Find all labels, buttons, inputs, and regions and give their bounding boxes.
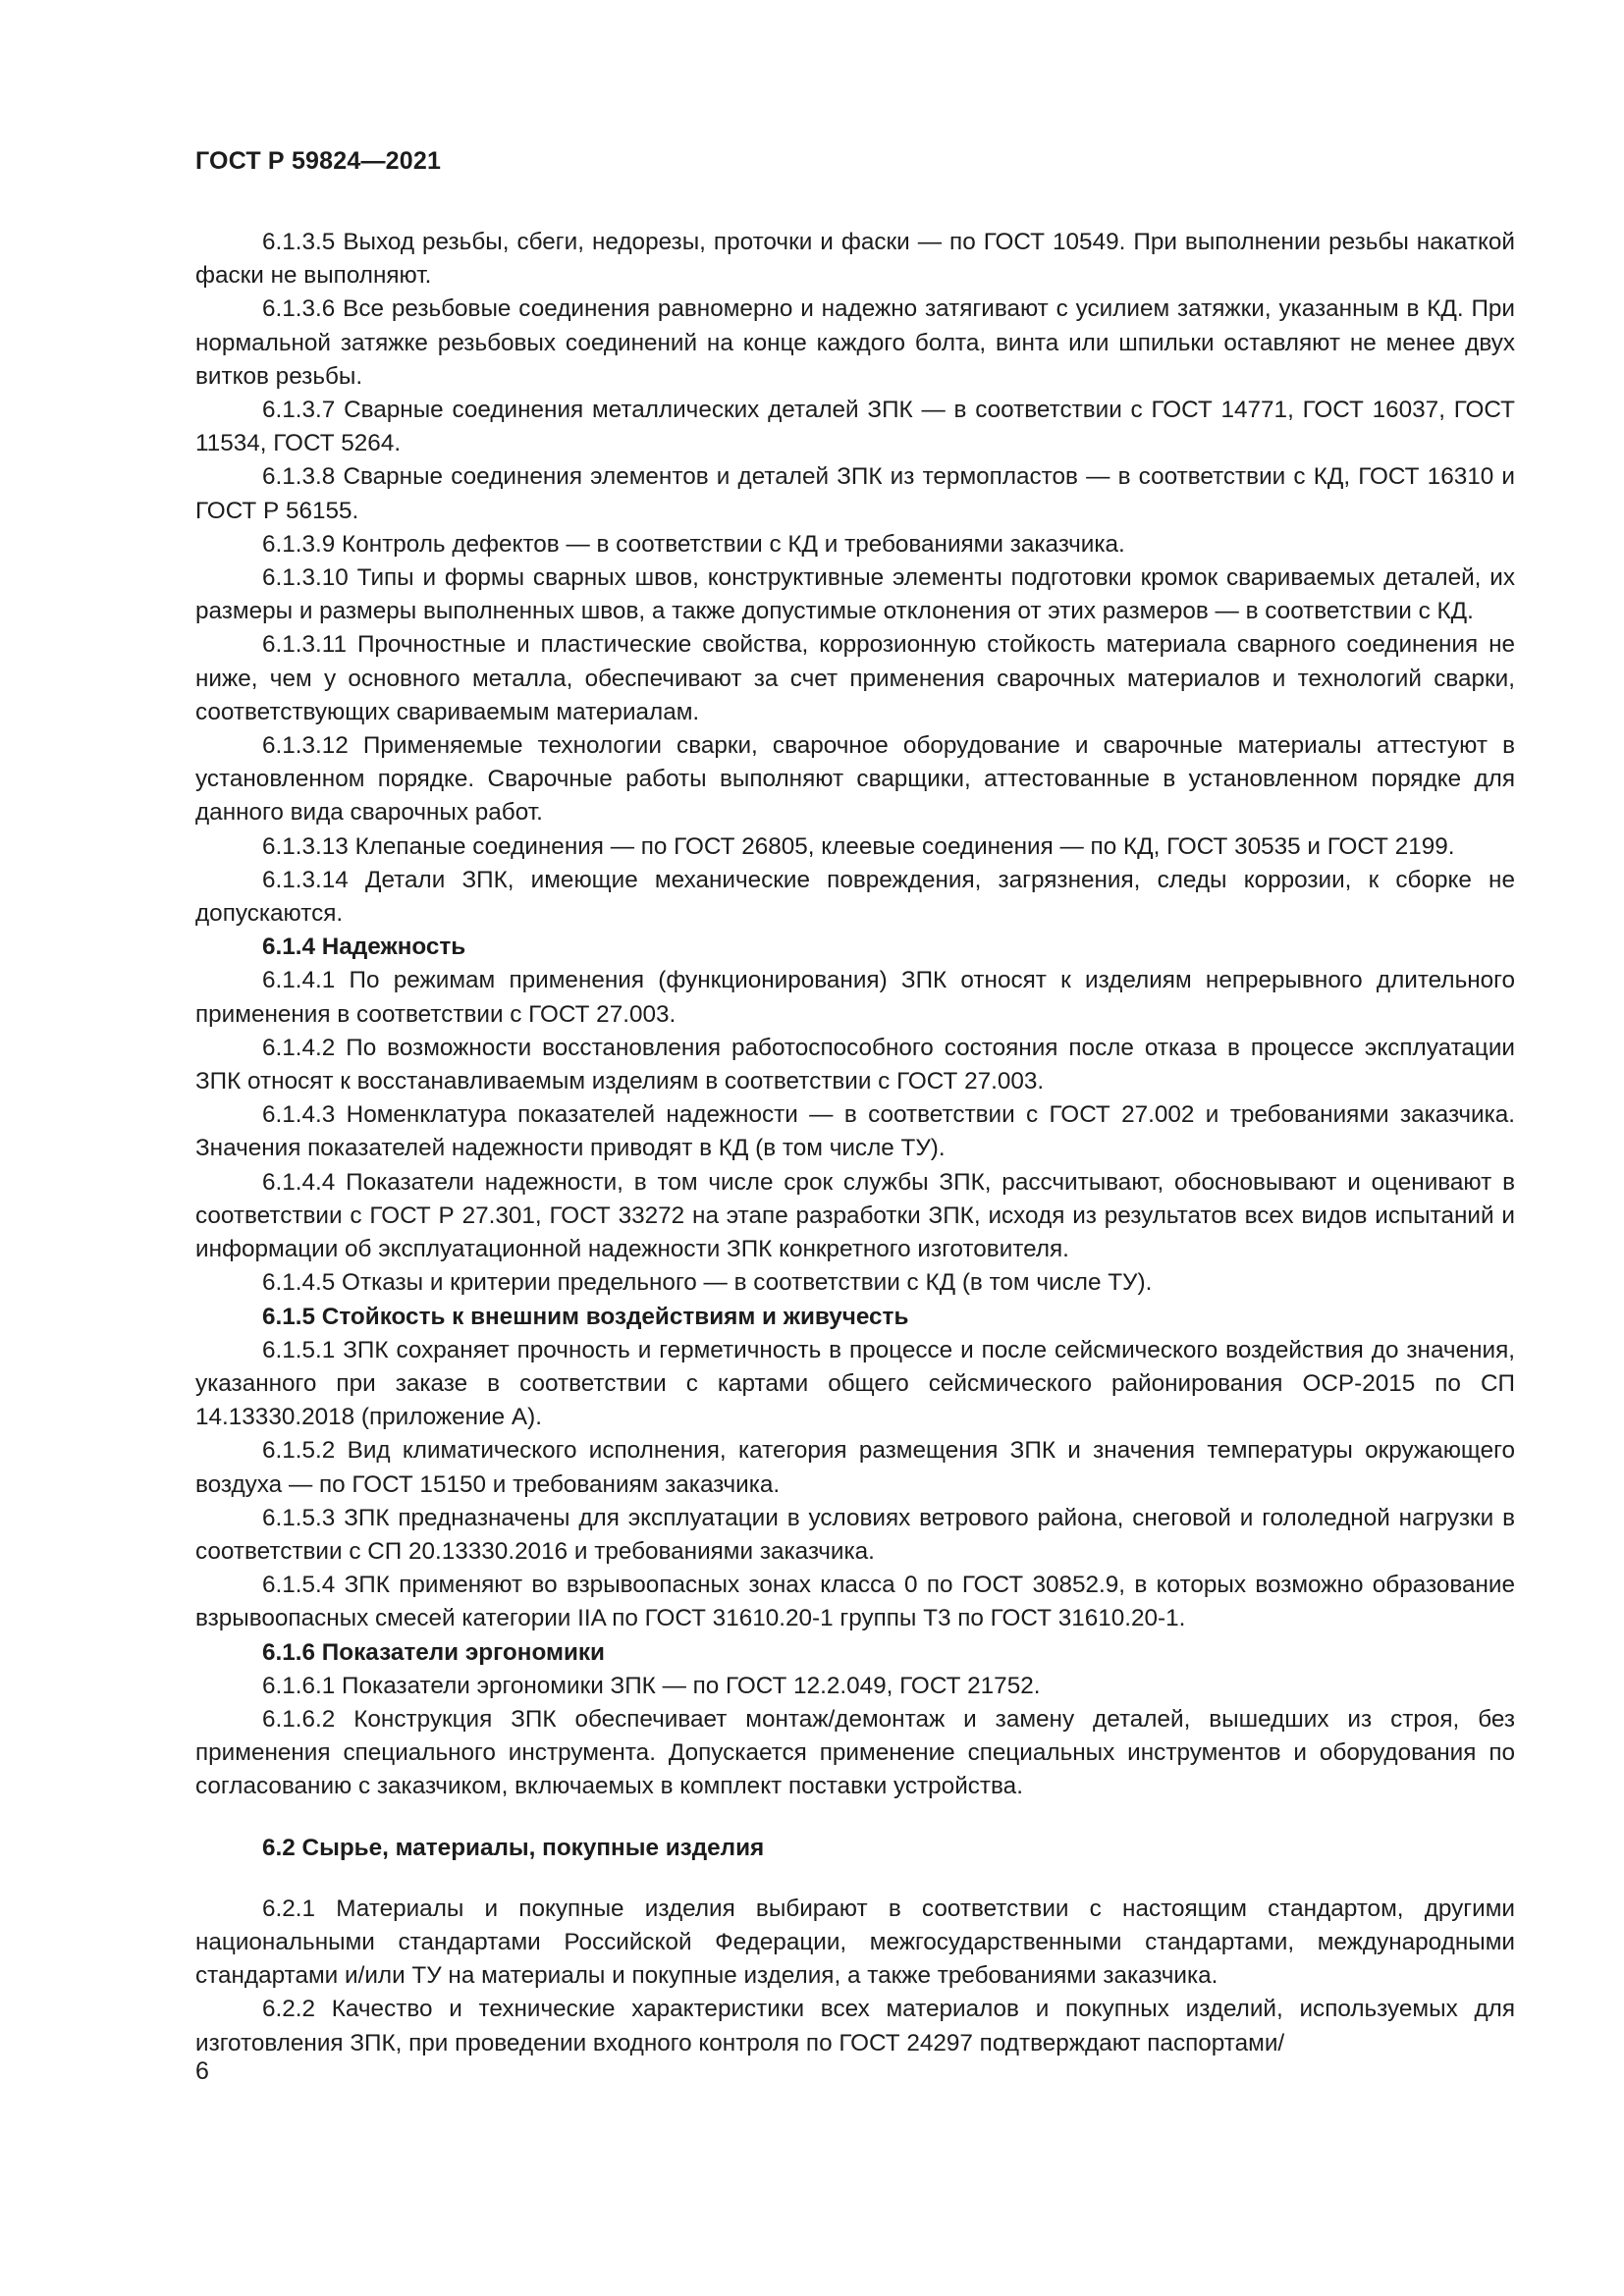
paragraph: 6.1.3.6 Все резьбовые соединения равномерно и надежно затягивают с усилием затяжки, указанным в КД. При нормальной затяжке резьбовых соединений на конце каждого болта, винта или шпильки оставляют не менее двух витков резьбы. bbox=[195, 295, 1515, 390]
paragraph: 6.1.3.13 Клепаные соединения — по ГОСТ 26805, клеевые соединения — по КД, ГОСТ 30535 и ГОСТ 2199. bbox=[262, 832, 1455, 860]
paragraph: 6.2.1 Материалы и покупные изделия выбирают в соответствии с настоящим стандартом, другими национальными стандартами Российской Федерации, межгосударственными стандартами, международными стандартами и/или ТУ на материалы и покупные изделия, а также требованиями заказчика. bbox=[195, 1895, 1515, 1990]
paragraph: 6.1.3.7 Сварные соединения металлических деталей ЗПК — в соответствии с ГОСТ 14771, ГОСТ 16037, ГОСТ 11534, ГОСТ 5264. bbox=[195, 397, 1515, 457]
paragraph: 6.1.5.2 Вид климатического исполнения, категория размещения ЗПК и значения температуры окружающего воздуха — по ГОСТ 15150 и требованиям заказчика. bbox=[195, 1437, 1515, 1498]
section-heading: 6.2 Сырье, материалы, покупные изделия bbox=[262, 1834, 765, 1861]
subsection-heading: 6.1.4 Надежность bbox=[262, 934, 466, 961]
subsection-heading: 6.1.6 Показатели эргономики bbox=[262, 1638, 605, 1666]
paragraph: 6.1.3.11 Прочностные и пластические свойства, коррозионную стойкость материала сварного соединения не ниже, чем у основного металла, обеспечивают за счет применения сварочных материалов и технологий сварки, соответствующих свариваемым материалам. bbox=[195, 631, 1515, 725]
paragraph: 6.1.6.1 Показатели эргономики ЗПК — по ГОСТ 12.2.049, ГОСТ 21752. bbox=[262, 1672, 1041, 1699]
paragraph: 6.1.4.5 Отказы и критерии предельного — в соответствии с КД (в том числе ТУ). bbox=[262, 1269, 1153, 1297]
paragraph: 6.1.5.4 ЗПК применяют во взрывоопасных зонах класса 0 по ГОСТ 30852.9, в которых возможно образование взрывоопасных смесей категории IIA по ГОСТ 31610.20-1 группы Т3 по ГОСТ 31610.20-1. bbox=[195, 1572, 1515, 1632]
paragraph: 6.1.3.12 Применяемые технологии сварки, сварочное оборудование и сварочные материалы аттестуют в установленном порядке. Сварочные работы выполняют сварщики, аттестованные в установленном порядке для данного вида сварочных работ. bbox=[195, 732, 1515, 827]
paragraph: 6.1.4.1 По режимам применения (функционирования) ЗПК относят к изделиям непрерывного длительного применения в соответствии с ГОСТ 27.003. bbox=[195, 967, 1515, 1028]
paragraph: 6.1.3.5 Выход резьбы, сбеги, недорезы, проточки и фаски — по ГОСТ 10549. При выполнении резьбы накаткой фаски не выполняют. bbox=[195, 229, 1515, 290]
paragraph: 6.1.3.14 Детали ЗПК, имеющие механические повреждения, загрязнения, следы коррозии, к сборке не допускаются. bbox=[195, 866, 1515, 928]
paragraph: 6.1.3.10 Типы и формы сварных швов, конструктивные элементы подготовки кромок свариваемых деталей, их размеры и размеры выполненных швов, а также допустимые отклонения от этих размеров — в соответствии с КД. bbox=[195, 564, 1515, 625]
paragraph: 6.1.5.3 ЗПК предназначены для эксплуатации в условиях ветрового района, снеговой и гололедной нагрузки в соответствии с СП 20.13330.2016 и требованиями заказчика. bbox=[195, 1504, 1515, 1565]
page-number: 6 bbox=[195, 2057, 209, 2085]
paragraph: 6.1.4.3 Номенклатура показателей надежности — в соответствии с ГОСТ 27.002 и требованиями заказчика. Значения показателей надежности приводят в КД (в том числе ТУ). bbox=[195, 1101, 1515, 1162]
paragraph: 6.1.4.4 Показатели надежности, в том числе срок службы ЗПК, рассчитывают, обосновывают и оценивают в соответствии с ГОСТ Р 27.301, ГОСТ 33272 на этапе разработки ЗПК, исходя из результатов всех видов испытаний и информации об эксплуатационной надежности ЗПК конкретного изготовителя. bbox=[195, 1168, 1515, 1263]
paragraph: 6.1.3.8 Сварные соединения элементов и деталей ЗПК из термопластов — в соответствии с КД, ГОСТ 16310 и ГОСТ Р 56155. bbox=[195, 463, 1515, 524]
paragraph: 6.1.6.2 Конструкция ЗПК обеспечивает монтаж/демонтаж и замену деталей, вышедших из строя, без применения специального инструмента. Допускается применение специальных инструментов и оборудования по согласованию с заказчиком, включаемых в комплект поставки устройства. bbox=[195, 1705, 1515, 1800]
paragraph: 6.1.4.2 По возможности восстановления работоспособного состояния после отказа в процессе эксплуатации ЗПК относят к восстанавливаемым изделиям в соответствии с ГОСТ 27.003. bbox=[195, 1034, 1515, 1095]
subsection-heading: 6.1.5 Стойкость к внешним воздействиям и живучесть bbox=[262, 1303, 909, 1330]
paragraph: 6.1.5.1 ЗПК сохраняет прочность и герметичность в процессе и после сейсмического воздействия до значения, указанного при заказе в соответствии с картами общего сейсмического районирования ОСР-2015 по СП 14.13330.2018 (приложение А). bbox=[195, 1336, 1515, 1431]
document-header: ГОСТ Р 59824—2021 bbox=[195, 147, 442, 175]
paragraph: 6.1.3.9 Контроль дефектов — в соответствии с КД и требованиями заказчика. bbox=[262, 530, 1125, 558]
paragraph: 6.2.2 Качество и технические характеристики всех материалов и покупных изделий, используемых для изготовления ЗПК, при проведении входного контроля по ГОСТ 24297 подтверждают паспортами/ bbox=[195, 1996, 1515, 2056]
document-body bbox=[195, 226, 1515, 2060]
